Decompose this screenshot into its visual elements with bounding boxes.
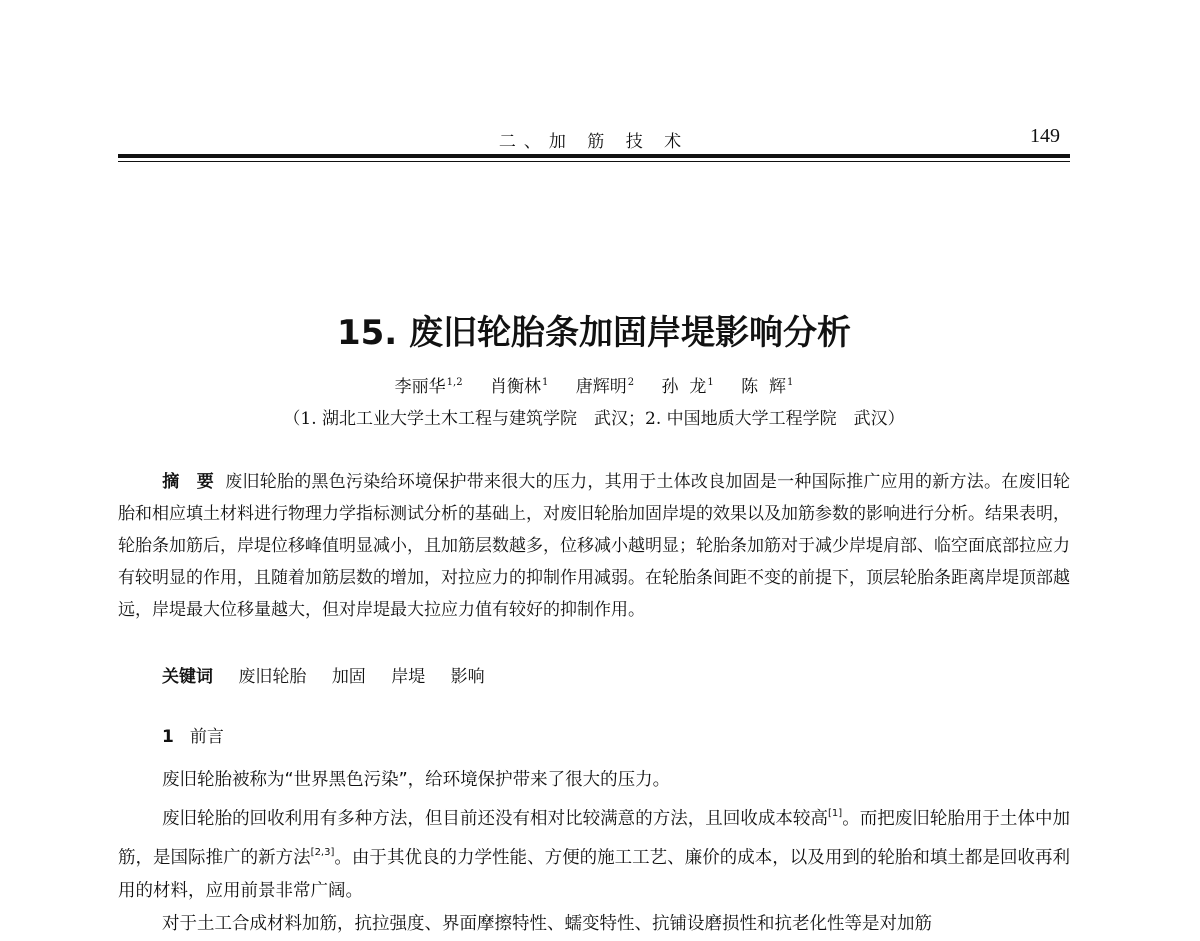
affiliations: （1. 湖北工业大学土木工程与建筑学院 武汉；2. 中国地质大学工程学院 武汉） <box>283 409 905 429</box>
author: 陈 辉$^1$ <box>741 377 794 397</box>
running-header <box>118 125 1070 151</box>
page-number: 149 <box>1030 125 1060 147</box>
paragraph: 对于土工合成材料加筋，抗拉强度、界面摩擦特性、蠕变特性、抗铺设磨损性和抗老化性等是对加筋 <box>162 914 932 934</box>
header-rule-thick <box>118 154 1070 158</box>
running-header-section: 二、加 筋 技 术 <box>498 132 690 152</box>
author-list <box>118 372 1070 397</box>
author: 唐辉明$^2$ <box>575 377 635 397</box>
paragraph: 废旧轮胎被称为“世界黑色污染”，给环境保护带来了很大的压力。 <box>162 770 671 790</box>
keywords-label: 关键词 <box>162 667 213 687</box>
article-title: 15. 废旧轮胎条加固岸堤影响分析 <box>336 313 852 353</box>
body-text <box>118 764 1070 941</box>
author: 肖衡林$^1$ <box>489 377 549 397</box>
paragraph: 废旧轮胎的回收利用有多种方法，但目前还没有相对比较满意的方法，且回收成本较高[1]。而把废旧轮胎用于土体中加筋，是国际推广的新方法[2,3]。由于其优良的力学性能、方便的施工工艺、廉价的成本，以及用到的轮胎和填土都是回收再利用的材料，应用前景非常广阔。 <box>118 808 1071 901</box>
keyword: 废旧轮胎 <box>238 667 307 687</box>
section-heading <box>162 722 224 747</box>
author: 李丽华$^{1,2}$ <box>394 377 463 397</box>
abstract-text: 废旧轮胎的黑色污染给环境保护带来很大的压力，其用于土体改良加固是一种国际推广应用的新方法。在废旧轮胎和相应填土材料进行物理力学指标测试分析的基础上，对废旧轮胎加固岸堤的效果以及加筋参数的影响进行分析。结果表明，轮胎条加筋后，岸堤位移峰值明显减小，且加筋层数越多，位移减小越明显；轮胎条加筋对于减少岸堤肩部、临空面底部拉应力有较明显的作用，且随着加筋层数的增加，对拉应力的抑制作用减弱。在轮胎条间距不变的前提下，顶层轮胎条距离岸堤顶部越远，岸堤最大位移量越大，但对岸堤最大拉应力值有较好的抑制作用。 <box>118 472 1071 620</box>
section-number: 1 <box>162 727 174 747</box>
keyword: 影响 <box>450 667 485 687</box>
abstract-label: 摘 要 <box>162 472 214 492</box>
keyword: 岸堤 <box>391 667 426 687</box>
header-rule-thin <box>118 161 1070 162</box>
keywords <box>162 662 485 687</box>
citation: [1] <box>828 808 843 819</box>
citation: [2,3] <box>310 847 335 858</box>
section-title: 前言 <box>189 727 224 747</box>
abstract <box>118 466 1070 626</box>
author: 孙 龙$^1$ <box>661 377 714 397</box>
keyword: 加固 <box>331 667 366 687</box>
